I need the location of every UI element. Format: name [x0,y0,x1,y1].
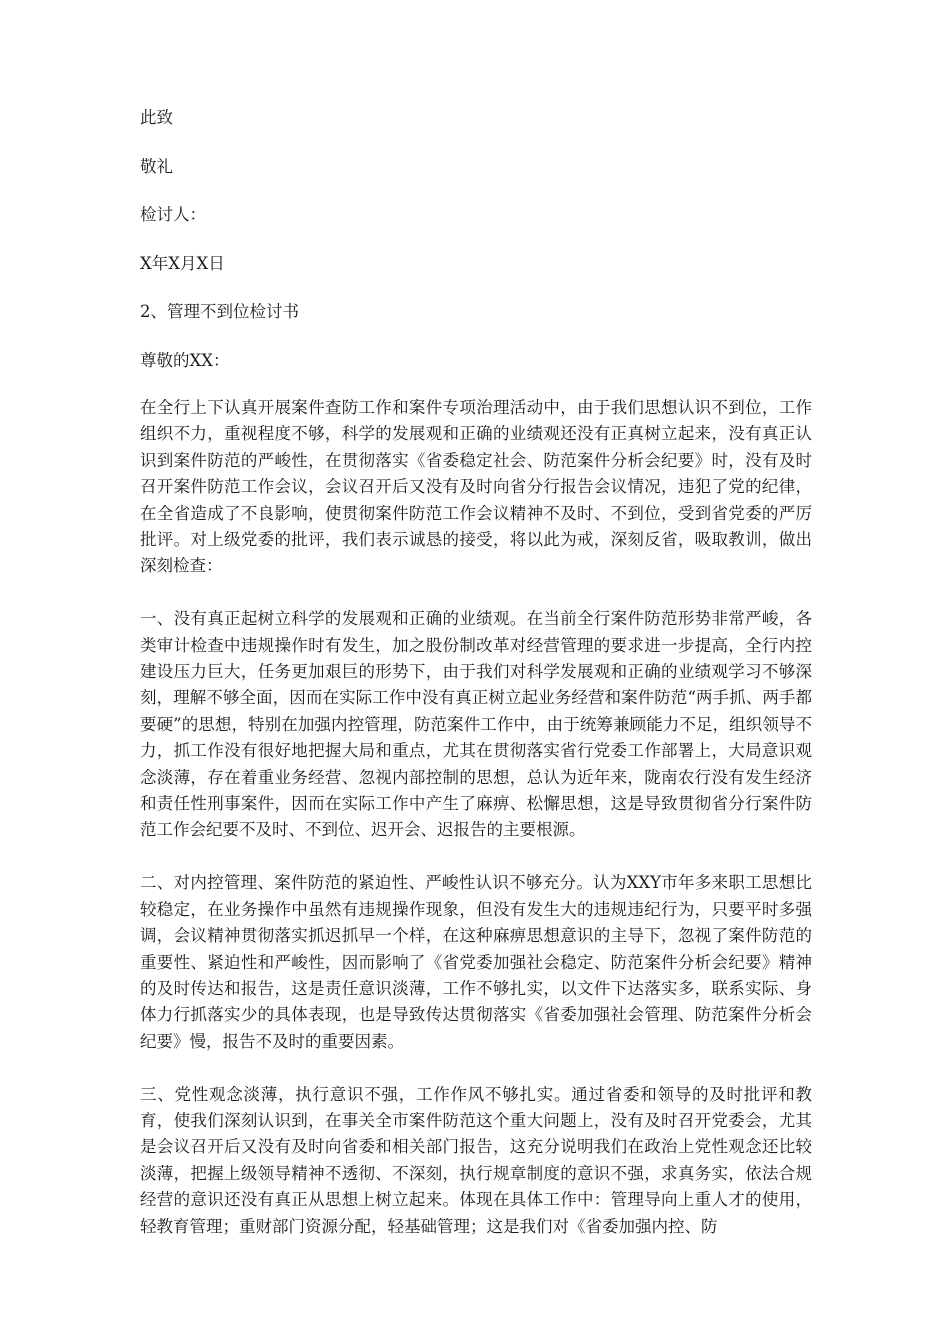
paragraph-point-2: 二、对内控管理、案件防范的紧迫性、严峻性认识不够充分。认为XXY市年多来职工思想比较稳定，在业务操作中虽然有违规操作现象，但没有发生大的违规违纪行为，只要平时多强调，会议精神贯彻落实抓迟抓早一个样，在这种麻痹思想意识的主导下，忽视了案件防范的重要性、紧迫性和严峻性，因而影响了《省党委加强社会稳定、防范案件分析会纪要》精神的及时传达和报告，这是责任意识淡薄，工作不够扎实，以文件下达落实多，联系实际、身体力行抓落实少的具体表现，也是导致传达贯彻落实《省委加强社会管理、防范案件分析会纪要》慢，报告不及时的重要因素。 [140,873,812,1051]
section-title: 2、管理不到位检讨书 [140,302,299,321]
salutation: 尊敬的XX： [140,350,230,370]
signer-label: 检讨人： [140,205,206,224]
date-line: X年X月X日 [140,253,225,273]
paragraph-point-1: 一、没有真正起树立科学的发展观和正确的业绩观。在当前全行案件防范形势非常严峻，各类审计检查中违规操作时有发生，加之股份制改革对经营管理的要求进一步提高，全行内控建设压力巨大，任务更加艰巨的形势下，由于我们对科学发展观和正确的业绩观学习不够深刻，理解不够全面，因而在实际工作中没有真正树立起业务经营和案件防范“两手抓、两手都要硬”的思想，特别在加强内控管理，防范案件工作中，由于统筹兼顾能力不足，组织领导不力，抓工作没有很好地把握大局和重点，尤其在贯彻落实省行党委工作部署上，大局意识观念淡薄，存在着重业务经营、忽视内部控制的思想，总认为近年来，陇南农行没有发生经济和责任性刑事案件，因而在实际工作中产生了麻痹、松懈思想，这是导致贯彻省分行案件防范工作会纪要不及时、不到位、迟开会、迟报告的主要根源。 [140,609,812,840]
paragraph-intro: 在全行上下认真开展案件查防工作和案件专项治理活动中，由于我们思想认识不到位，工作组织不力，重视程度不够，科学的发展观和正确的业绩观还没有正真树立起来，没有真正认识到案件防范的严峻性，在贯彻落实《省委稳定社会、防范案件分析会纪要》时，没有及时召开案件防范工作会议，会议召开后又没有及时向省分行报告会议情况，违犯了党的纪律，在全省造成了不良影响，使贯彻案件防范工作会议精神不及时、不到位，受到省党委的严厉批评。对上级党委的批评，我们表示诚恳的接受，将以此为戒，深刻反省，吸取教训，做出深刻检查： [140,398,812,576]
closing-line-1: 此致 [140,108,173,127]
document-body [140,104,812,1266]
paragraph-point-3: 三、党性观念淡薄，执行意识不强，工作作风不够扎实。通过省委和领导的及时批评和教育，使我们深刻认识到，在事关全市案件防范这个重大问题上，没有及时召开党委会，尤其是会议召开后又没有及时向省委和相关部门报告，这充分说明我们在政治上党性观念还比较淡薄，把握上级领导精神不透彻、不深刻，执行规章制度的意识不强，求真务实，依法合规经营的意识还没有真正从思想上树立起来。体现在具体工作中：管理导向上重人才的使用，轻教育管理；重财部门资源分配，轻基础管理；这是我们对《省委加强内控、防 [140,1084,812,1236]
closing-line-2: 敬礼 [140,156,173,176]
